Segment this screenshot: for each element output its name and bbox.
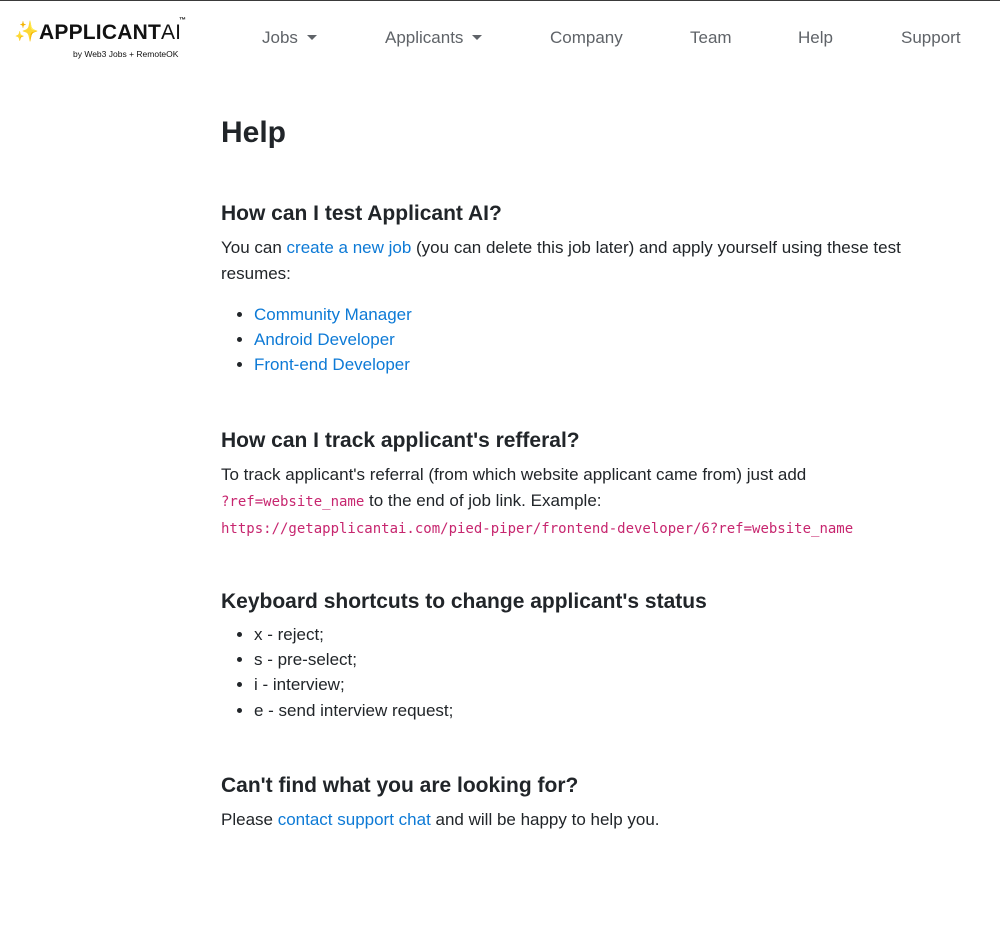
list-item: • x - reject; — [254, 622, 453, 647]
list-item: • e - send interview request; — [254, 698, 453, 723]
list-item: • s - pre-select; — [254, 647, 453, 672]
resume-link-frontend-developer[interactable]: Front-end Developer — [254, 355, 410, 375]
referral-section-text — [221, 462, 921, 543]
nav-help[interactable]: Help — [798, 28, 833, 47]
test-resume-list — [221, 302, 412, 378]
referral-section-heading: How can I track applicant's refferal? — [221, 429, 580, 452]
chevron-down-icon — [307, 35, 317, 40]
brand-logo[interactable] — [14, 17, 194, 61]
referral-text-before: To track applicant's referral (from which website applicant came from) just add — [221, 465, 807, 484]
resume-link-android-developer[interactable]: Android Developer — [254, 330, 395, 350]
example-url-code: https://getapplicantai.com/pied-piper/frontend-developer/6?ref=website_name — [221, 521, 854, 537]
resume-link-community-manager[interactable]: Community Manager — [254, 305, 412, 324]
sparkle-icon: ✨ — [14, 21, 39, 43]
nav-jobs-label: Jobs — [262, 28, 298, 47]
brand-name-light: AI — [160, 21, 182, 44]
referral-text-after: to the end of job link. Example: — [364, 490, 602, 510]
chevron-down-icon — [472, 35, 482, 40]
nav-team[interactable]: Team — [690, 28, 732, 47]
shortcuts-section-heading: Keyboard shortcuts to change applicant's status — [221, 590, 707, 613]
list-item — [254, 327, 412, 352]
brand-name-bold: APPLICANT — [39, 21, 161, 44]
support-section-heading: Can't find what you are looking for? — [221, 774, 579, 797]
test-text-before: You can — [221, 238, 287, 257]
list-item — [254, 302, 412, 327]
nav-company[interactable]: Company — [550, 28, 623, 47]
support-text-before: Please — [221, 810, 278, 829]
test-text-after: (you can delete this job later) and apply yourself using these test resumes: — [221, 238, 901, 283]
nav-applicants-label: Applicants — [385, 28, 464, 47]
brand-tagline: by Web3 Jobs + RemoteOK — [73, 49, 179, 59]
support-section-text — [221, 807, 921, 833]
contact-support-link[interactable]: contact support chat — [277, 810, 431, 829]
ref-param-code: ?ref=website_name — [221, 493, 365, 510]
support-text-after: and will be happy to help you. — [430, 810, 660, 829]
trademark-mark: ™ — [179, 17, 186, 24]
page-title: Help — [221, 116, 287, 149]
list-item: • i - interview; — [254, 672, 453, 697]
list-item — [254, 352, 412, 377]
nav-jobs-dropdown[interactable] — [262, 27, 317, 49]
nav-support[interactable]: Support — [901, 28, 961, 47]
brand-name — [39, 20, 181, 46]
nav-applicants-dropdown[interactable] — [385, 27, 482, 49]
top-navbar — [0, 1, 1000, 73]
test-section-text — [221, 235, 921, 286]
shortcuts-list — [221, 622, 453, 723]
create-job-link[interactable]: create a new job — [286, 238, 412, 257]
test-section-heading: How can I test Applicant AI? — [221, 202, 502, 225]
